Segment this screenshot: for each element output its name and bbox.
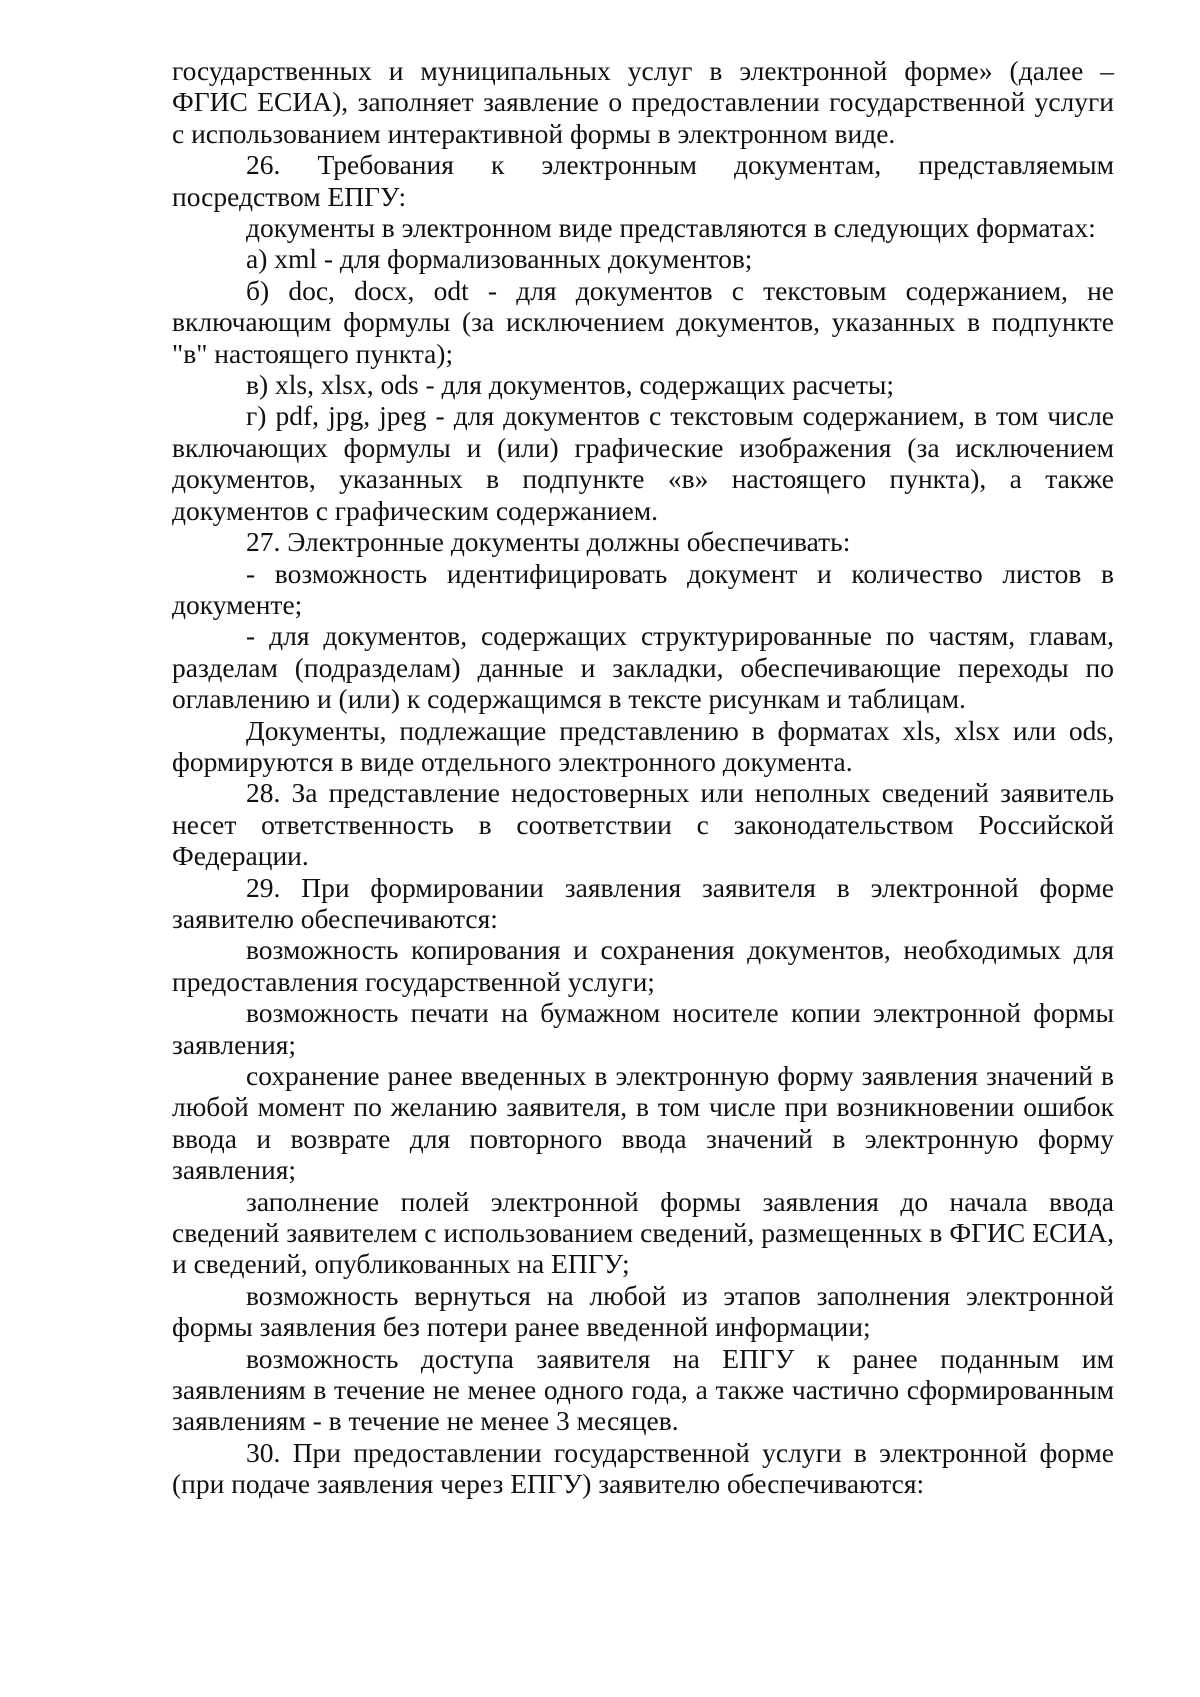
paragraph-item-27: 27. Электронные документы должны обеспечивать:	[246, 526, 851, 558]
paragraph-29-return: возможность вернуться на любой из этапов заполнения электронной формы заявления без потери ранее введенной информации;	[172, 1279, 1114, 1343]
paragraph-29-printing: возможность печати на бумажном носителе копии электронной формы заявления;	[172, 997, 1114, 1060]
paragraph-29-copying: возможность копирования и сохранения документов, необходимых для предоставления государственной услуги;	[172, 934, 1114, 997]
paragraph-29-saving: сохранение ранее введенных в электронную форму заявления значений в любой момент по желанию заявителя, в том числе при возникновении ошибок ввода и возврате для повторного ввода значений в электронную форму заявления;	[172, 1060, 1114, 1186]
paragraph-format-v: в) xls, xlsx, ods - для документов, содержащих расчеты;	[246, 369, 894, 401]
paragraph-29-prefill: заполнение полей электронной формы заявления до начала ввода сведений заявителем с использованием сведений, размещенных в ФГИС ЕСИА, и сведений, опубликованных на ЕПГУ;	[172, 1185, 1114, 1280]
paragraph-format-g: г) pdf, jpg, jpeg - для документов с текстовым содержанием, в том числе включающих формулы и (или) графические изображения (за исключением документов, указанных в подпункте «в» настоящего пункта), а также документов с графическим содержанием.	[172, 400, 1114, 526]
paragraph-intro-continuation: государственных и муниципальных услуг в электронной форме» (далее – ФГИС ЕСИА), заполняет заявление о предоставлении государственной услуги с использованием интерактивной формы в электронном виде.	[172, 55, 1114, 149]
paragraph-27-bullet-2: - для документов, содержащих структурированные по частям, главам, разделам (подразделам) данные и закладки, обеспечивающие переходы по оглавлению и (или) к содержащимся в тексте рисункам и таблицам.	[172, 620, 1114, 715]
paragraph-item-28: 28. За представление недостоверных или неполных сведений заявитель несет ответственность в соответствии с законодательством Российской Федерации.	[172, 777, 1114, 872]
paragraph-format-b: б) doc, docx, odt - для документов с текстовым содержанием, не включающим формулы (за исключением документов, указанных в подпункте "в" настоящего пункта);	[172, 274, 1114, 369]
paragraph-formats-intro: документы в электронном виде представляются в следующих форматах:	[246, 212, 1096, 244]
paragraph-27-spreadsheets: Документы, подлежащие представлению в форматах xls, xlsx или ods, формируются в виде отдельного электронного документа.	[172, 714, 1114, 777]
paragraph-format-a: а) xml - для формализованных документов;	[246, 243, 753, 275]
paragraph-item-30: 30. При предоставлении государственной услуги в электронной форме (при подаче заявления через ЕПГУ) заявителю обеспечиваются:	[172, 1436, 1114, 1500]
paragraph-item-26: 26. Требования к электронным документам, представляемым посредством ЕПГУ:	[172, 149, 1114, 212]
paragraph-item-29: 29. При формировании заявления заявителя в электронной форме заявителю обеспечиваются:	[172, 871, 1114, 934]
paragraph-29-access: возможность доступа заявителя на ЕПГУ к ранее поданным им заявлениям в течение не менее одного года, а также частично сформированным заявлениям - в течение не менее 3 месяцев.	[172, 1342, 1114, 1437]
paragraph-27-bullet-1: - возможность идентифицировать документ и количество листов в документе;	[172, 557, 1114, 620]
